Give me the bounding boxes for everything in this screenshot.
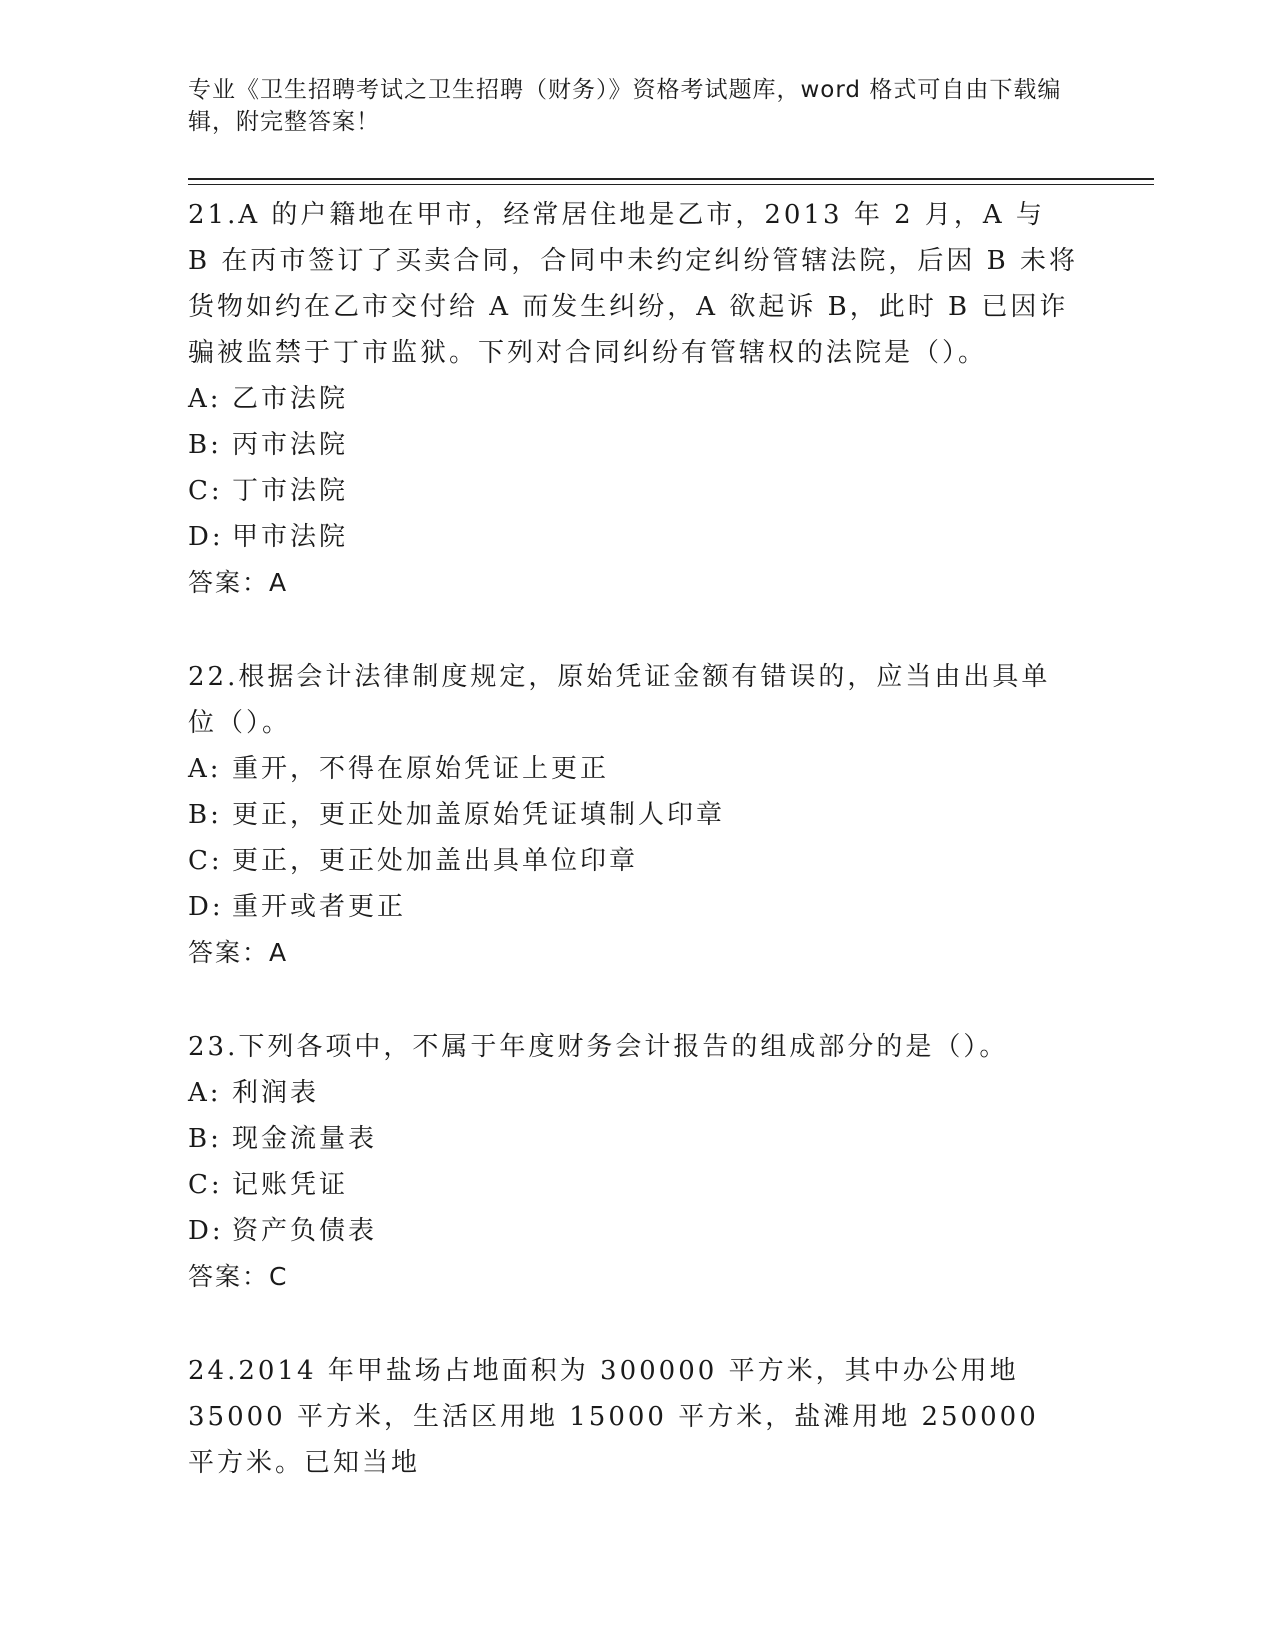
answer-line: 答案：C <box>188 1262 289 1291</box>
option-text: 重开，不得在原始凭证上更正 <box>232 754 610 784</box>
option-d <box>188 884 1078 930</box>
option-b <box>188 1116 1078 1162</box>
question-stem: 22.根据会计法律制度规定，原始凭证金额有错误的，应当由出具单位（）。 <box>188 662 1051 738</box>
option-text: 利润表 <box>232 1078 320 1108</box>
option-letter: C: <box>188 476 223 506</box>
question-22 <box>188 654 1078 976</box>
question-stem: 21.A 的户籍地在甲市，经常居住地是乙市，2013 年 2 月，A 与 B 在丙市签订了买卖合同，合同中未约定纠纷管辖法院，后因 B 未将货物如约在乙市交付给 A 而发生纠纷，A 欲起诉 B，此时 B 已因诈骗被监禁于丁市监狱。下列对合同纠纷有管辖权的法院是（）。 <box>188 200 1079 368</box>
option-letter: B: <box>188 1124 222 1154</box>
option-b <box>188 422 1078 468</box>
option-letter: A: <box>188 1078 222 1108</box>
answer-line: 答案：A <box>188 568 289 597</box>
header-divider-thick <box>188 178 1154 180</box>
option-text: 现金流量表 <box>232 1124 378 1154</box>
option-a <box>188 746 1078 792</box>
option-text: 乙市法院 <box>232 384 349 414</box>
option-text: 更正，更正处加盖原始凭证填制人印章 <box>232 800 726 830</box>
option-letter: A: <box>188 754 222 784</box>
question-stem: 24.2014 年甲盐场占地面积为 300000 平方米，其中办公用地 35000 平方米，生活区用地 15000 平方米，盐滩用地 250000 平方米。已知当地 <box>188 1356 1039 1478</box>
option-b <box>188 792 1078 838</box>
question-24 <box>188 1348 1078 1486</box>
option-letter: B: <box>188 430 222 460</box>
option-text: 记账凭证 <box>232 1170 349 1200</box>
option-text: 更正，更正处加盖出具单位印章 <box>232 846 639 876</box>
question-23 <box>188 1024 1078 1300</box>
document-header: 专业《卫生招聘考试之卫生招聘（财务）》资格考试题库，word 格式可自由下载编辑，附完整答案！ <box>188 77 1062 135</box>
option-d <box>188 514 1078 560</box>
option-letter: D: <box>188 1216 224 1246</box>
option-text: 甲市法院 <box>232 522 349 552</box>
option-letter: C: <box>188 1170 223 1200</box>
option-letter: D: <box>188 892 224 922</box>
option-c <box>188 468 1078 514</box>
option-d <box>188 1208 1078 1254</box>
question-list <box>188 192 1078 1486</box>
option-text: 丙市法院 <box>232 430 349 460</box>
option-a <box>188 376 1078 422</box>
header-divider-thin <box>188 184 1154 185</box>
option-letter: C: <box>188 846 223 876</box>
option-letter: A: <box>188 384 222 414</box>
option-text: 重开或者更正 <box>232 892 407 922</box>
option-letter: D: <box>188 522 224 552</box>
question-21 <box>188 192 1078 606</box>
option-letter: B: <box>188 800 222 830</box>
option-text: 资产负债表 <box>232 1216 378 1246</box>
question-stem: 23.下列各项中，不属于年度财务会计报告的组成部分的是（）。 <box>188 1032 1009 1062</box>
answer-line: 答案：A <box>188 938 289 967</box>
option-c <box>188 1162 1078 1208</box>
option-text: 丁市法院 <box>232 476 349 506</box>
option-a <box>188 1070 1078 1116</box>
option-c <box>188 838 1078 884</box>
